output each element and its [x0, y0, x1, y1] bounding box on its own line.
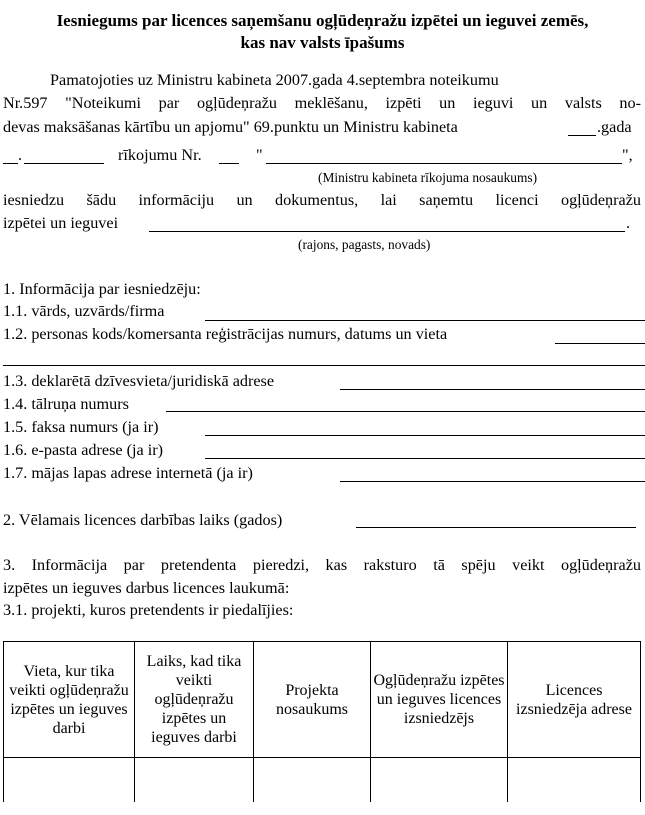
table-cell-issuer-address[interactable] [508, 758, 641, 803]
item-1-3-label: 1.3. deklarētā dzīvesvieta/juridiskā adrese [3, 372, 275, 390]
item-1-7-label: 1.7. mājas lapas adrese internetā (ja ir) [3, 464, 253, 482]
table-cell-time[interactable] [135, 758, 254, 803]
territory-field[interactable] [149, 231, 625, 232]
intro-line-3b: .gada [597, 118, 632, 136]
registration-field-line-1[interactable] [555, 343, 645, 344]
intro-line-4c: " [256, 146, 263, 164]
intro-line-2: Nr.597 "Noteikumi par ogļūdeņražu meklēšanu, izpēti un ieguvi un valsts no- [3, 94, 641, 112]
document-title [0, 10, 645, 54]
email-field[interactable] [205, 458, 645, 459]
intro-line-6b: . [626, 214, 631, 232]
phone-field[interactable] [166, 411, 645, 412]
title-line-1: Iesniegums par licences saņemšanu ogļūdeņražu izpētei un ieguvei zemēs, [56, 11, 589, 30]
territory-caption: (rajons, pagasts, novads) [298, 237, 431, 252]
license-duration-field[interactable] [356, 527, 636, 528]
order-month-field[interactable] [24, 163, 104, 164]
projects-table [3, 641, 641, 802]
intro-line-5: iesniedzu šādu informāciju un dokumentus, lai saņemtu licenci ogļūdeņražu [3, 191, 641, 209]
order-day-field[interactable] [3, 163, 18, 164]
intro-line-4d: ", [622, 146, 633, 164]
intro-line-4b: rīkojumu Nr. [118, 146, 202, 164]
intro-line-1: Pamatojoties uz Ministru kabineta 2007.gada 4.septembra noteikumu [50, 71, 499, 89]
header-project-name: Projekta nosaukums [254, 642, 371, 758]
table-cell-project-name[interactable] [254, 758, 371, 803]
item-1-5-label: 1.5. faksa numurs (ja ir) [3, 418, 159, 436]
header-time: Laiks, kad tika veikti ogļūdeņražu izpētes un ieguves darbi [135, 642, 254, 758]
intro-line-6a: izpētei un ieguvei [3, 214, 119, 232]
intro-line-4a: . [18, 146, 23, 164]
intro-line-3a: devas maksāšanas kārtību un apjomu" 69.punktu un Ministru kabineta [3, 118, 458, 136]
item-1-6-label: 1.6. e-pasta adrese (ja ir) [3, 441, 163, 459]
item-1-4-label: 1.4. tālruņa numurs [3, 395, 129, 413]
header-license-issuer: Ogļūdeņražu izpētes un ieguves licences izsniedzējs [371, 642, 508, 758]
section-1-heading: 1. Informācija par iesniedzēju: [3, 280, 201, 298]
section-3-line-2: izpētes un ieguves darbus licences laukumā: [3, 579, 290, 597]
order-number-field[interactable] [219, 163, 239, 164]
table-cell-location[interactable] [4, 758, 135, 803]
title-line-2: kas nav valsts īpašums [240, 33, 405, 52]
section-3-line-1: 3. Informācija par pretendenta pieredzi, kas raksturo tā spēju veikt ogļūdeņražu [3, 556, 641, 574]
item-1-2-label: 1.2. personas kods/komersanta reģistrācijas numurs, datums un vieta [3, 325, 448, 343]
table-cell-license-issuer[interactable] [371, 758, 508, 803]
header-location: Vieta, kur tika veikti ogļūdeņražu izpētes un ieguves darbi [4, 642, 135, 758]
table-header-row [4, 642, 641, 758]
registration-field-line-2[interactable] [3, 365, 645, 366]
item-1-1-label: 1.1. vārds, uzvārds/firma [3, 302, 165, 320]
table-row [4, 758, 641, 803]
fax-field[interactable] [205, 435, 645, 436]
header-issuer-address: Licences izsniedzēja adrese [508, 642, 641, 758]
website-field[interactable] [340, 481, 645, 482]
section-2-label: 2. Vēlamais licences darbības laiks (gados) [3, 511, 283, 529]
name-field[interactable] [205, 320, 645, 321]
section-3-1-label: 3.1. projekti, kuros pretendents ir piedalījies: [3, 601, 294, 619]
order-title-caption: (Ministru kabineta rīkojuma nosaukums) [318, 170, 538, 185]
order-title-field[interactable] [266, 163, 622, 164]
address-field[interactable] [340, 389, 645, 390]
cabinet-year-field[interactable] [568, 135, 596, 136]
